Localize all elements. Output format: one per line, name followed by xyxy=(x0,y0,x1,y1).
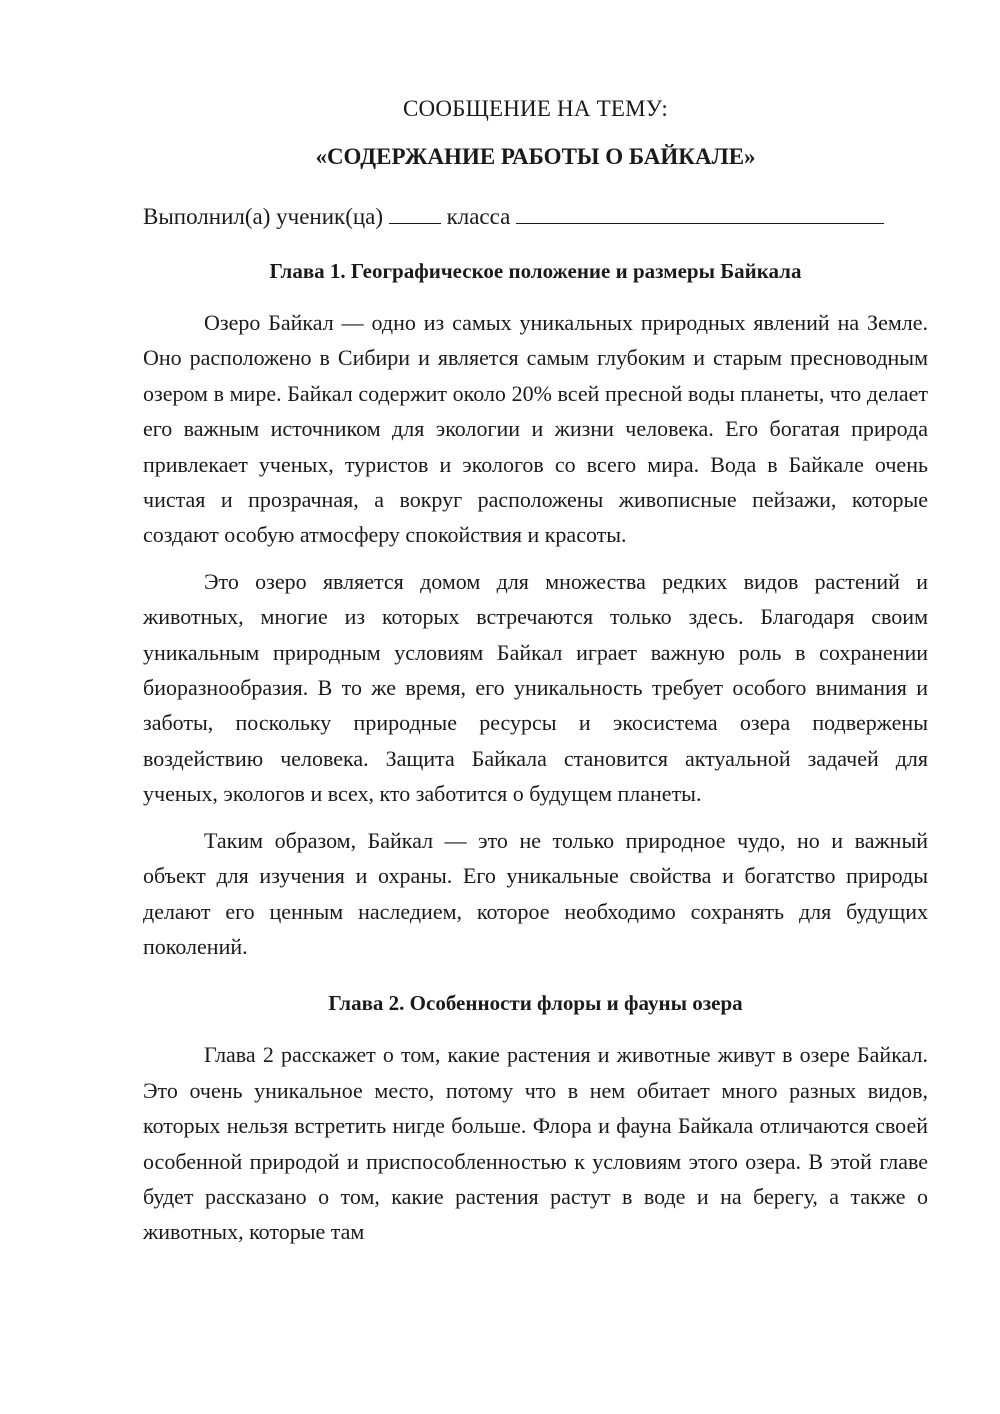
class-number-blank xyxy=(389,201,441,224)
chapter-2-paragraph: Глава 2 расскажет о том, какие растения и животные живут в озере Байкал. Это очень уникальное место, потому что в нем обитает много разных видов, которых нельзя встретить нигде больше. Флора и фауна Байкала отличаются своей особенной природой и приспособленностью к условиям этого озера. В этой главе будет рассказано о том, какие растения растут в воде и на берегу, а также о животных, которые там xyxy=(143,1042,928,1245)
author-line xyxy=(143,200,928,234)
student-name-blank xyxy=(516,201,884,224)
chapter-1-paragraph: Это озеро является домом для множества редких видов растений и животных, многие из которых встречаются только здесь. Благодаря своим уникальным природным условиям Байкал играет важную роль в сохранении биоразнообразия. В то же время, его уникальность требует особого внимания и заботы, поскольку природные ресурсы и экосистема озера подвержены воздействию человека. Защита Байкала становится актуальной задачей для ученых, экологов и всех, кто заботится о будущем планеты. xyxy=(143,568,928,807)
document-title: СООБЩЕНИЕ НА ТЕМУ: xyxy=(403,96,668,121)
author-label: Выполнил(а) ученик(ца) xyxy=(143,204,384,229)
chapter-1-paragraph: Озеро Байкал — одно из самых уникальных природных явлений на Земле. Оно расположено в Сибири и является самым глубоким и старым пресноводным озером в мире. Байкал содержит около 20% всей пресной воды планеты, что делает его важным источником для экологии и жизни человека. Его богатая природа привлекает ученых, туристов и экологов со всего мира. Вода в Байкале очень чистая и прозрачная, а вокруг расположены живописные пейзажи, которые создают особую атмосферу спокойствия и красоты. xyxy=(143,310,928,548)
chapter-2-heading: Глава 2. Особенности флоры и фауны озера xyxy=(328,991,743,1016)
chapter-1-heading: Глава 1. Географическое положение и размеры Байкала xyxy=(269,259,802,283)
document-subtitle: «СОДЕРЖАНИЕ РАБОТЫ О БАЙКАЛЕ» xyxy=(315,144,756,169)
class-label: класса xyxy=(446,204,511,229)
chapter-1-paragraph: Таким образом, Байкал — это не только природное чудо, но и важный объект для изучения и охраны. Его уникальные свойства и богатство природы делают его ценным наследием, которое необходимо сохранять для будущих поколений. xyxy=(143,827,928,959)
document-page xyxy=(143,92,928,1250)
